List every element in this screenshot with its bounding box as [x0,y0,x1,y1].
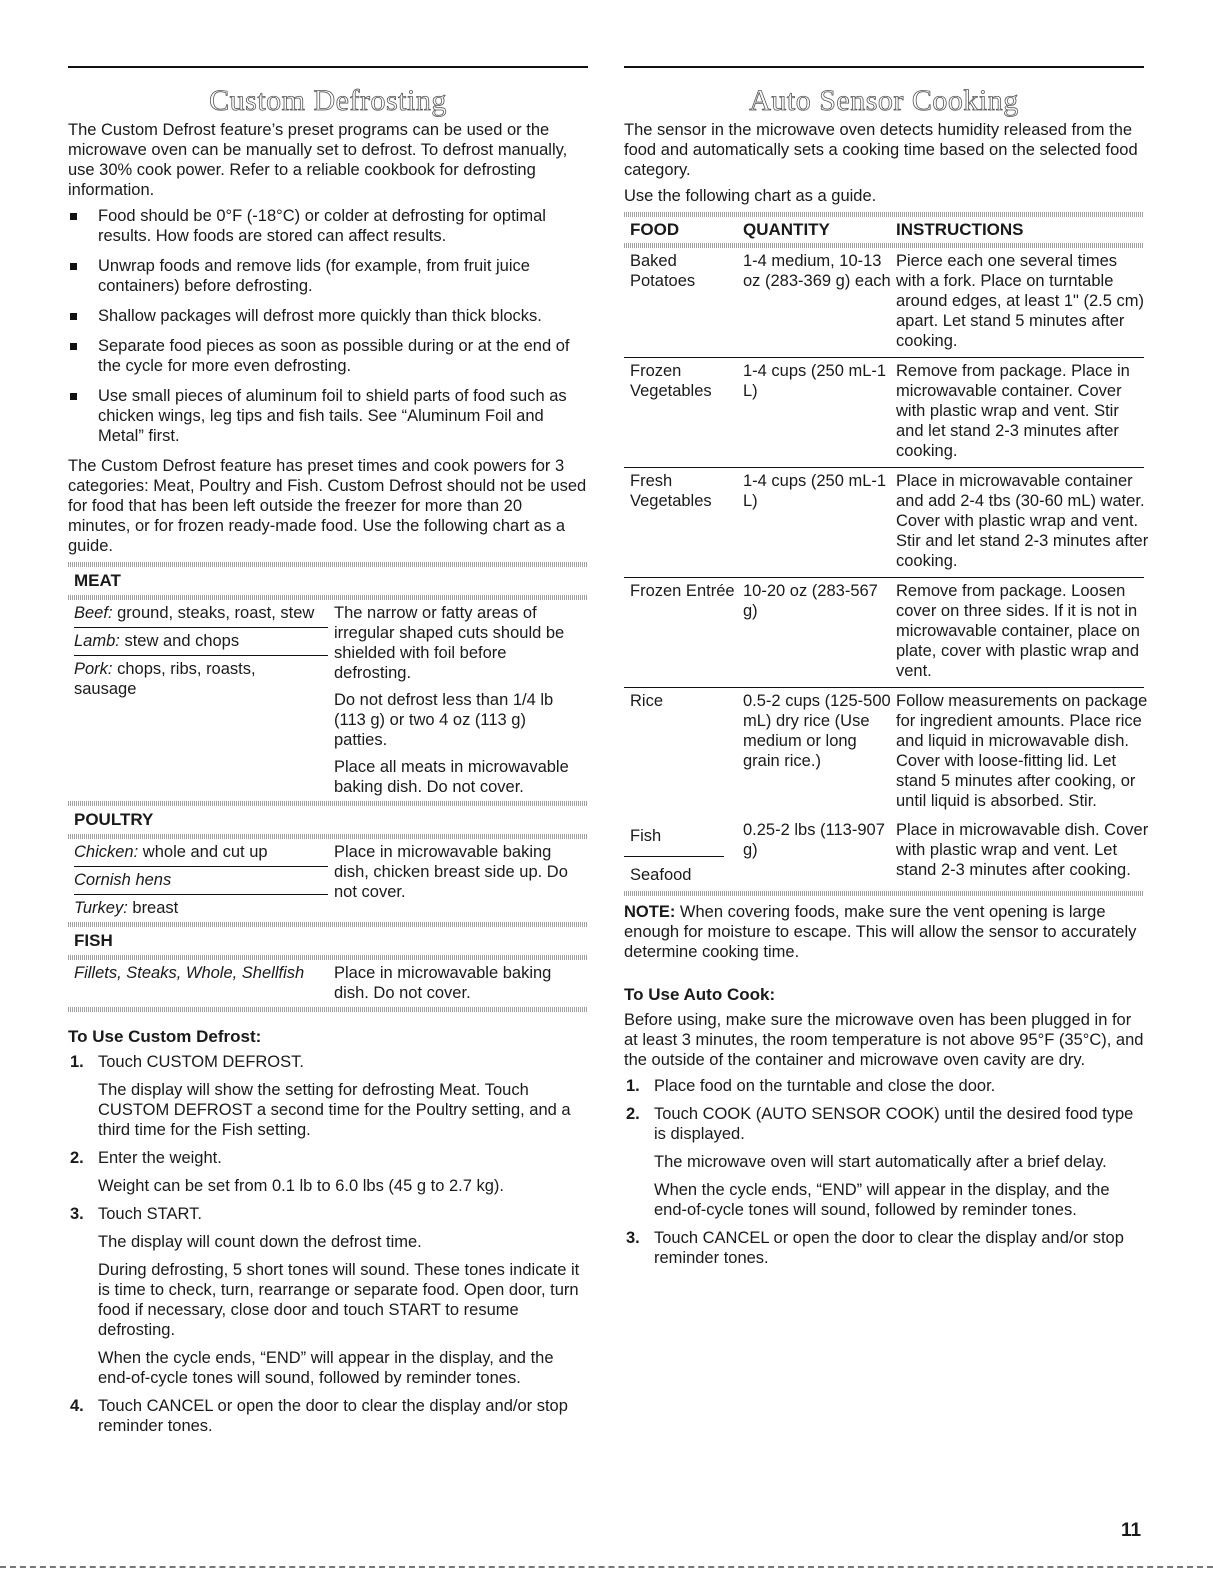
step-text: Touch CANCEL or open the door to clear the display and/or stop reminder tones. [654,1229,1124,1267]
instruction-text: Place all meats in microwavable baking dish. Do not cover. [334,758,569,796]
step-item [68,1204,588,1388]
instruction-cell: Place in microwavable container and add 2-4 tbs (30-60 mL) water. Cover with plastic wrap and vent. Stir and let stand 2-3 minutes after cooking. [896,472,1149,570]
quantity-cell: 1-4 cups (250 mL-1 L) [743,472,887,510]
table-body [624,248,1149,817]
list-item: Shallow packages will defrost more quickly than thick blocks. [68,306,588,326]
table-row [624,358,1144,468]
step-text: Touch COOK (AUTO SENSOR COOK) until the desired food type is displayed. [654,1105,1134,1143]
hatch-divider [68,595,588,600]
fish-instructions: Place in microwavable baking dish. Do not cover. [334,964,552,1002]
table-row [624,817,1149,891]
bottom-border [0,1566,1213,1571]
section-title: Custom Defrosting [209,84,447,117]
step-text: When the cycle ends, “END” will appear in the display, and the end-of-cycle tones will sound, followed by reminder tones. [98,1349,554,1387]
tips-list [68,206,588,446]
step-text: Touch CUSTOM DEFROST. [98,1053,304,1071]
section-title: Auto Sensor Cooking [749,84,1019,117]
chart-guide-text: Use the following chart as a guide. [624,187,877,205]
step-item [624,1228,1144,1268]
table-row [624,248,1144,358]
chart-intro-paragraph: The Custom Defrost feature has preset times and cook powers for 3 categories: Meat, Poultry and Fish. Custom Defrost should not be used for food that has been left outside the freezer for more than 20 minutes, or for frozen ready-made food. Use the following chart as a guide. [68,457,587,555]
defrost-chart [68,562,588,1012]
beef-cell: Beef: ground, steaks, roast, stew [74,604,315,622]
food-cell: Frozen Vegetables [630,362,712,400]
hatch-divider [624,212,1144,217]
bullet-icon [70,393,77,400]
step-text: The microwave oven will start automatically after a brief delay. [654,1153,1107,1171]
step-number: 4. [70,1397,84,1415]
chicken-cell: Chicken: whole and cut up [74,843,268,861]
quantity-cell: 0.25-2 lbs (113-907 g) [743,821,885,859]
instruction-cell: Place in microwavable dish. Cover with plastic wrap and vent. Let stand 2-3 minutes after cooking. [896,821,1149,879]
lamb-cell: Lamb: stew and chops [74,632,240,650]
custom-defrost-steps [68,1052,588,1436]
step-number: 3. [626,1229,640,1247]
table-header [624,217,1144,243]
meat-foods [68,600,328,801]
pork-cell: Pork: chops, ribs, roasts, sausage [74,660,256,698]
hatch-divider [68,801,588,806]
step-text: The display will show the setting for defrosting Meat. Touch CUSTOM DEFROST a second time for the Poultry setting, and a third time for the Fish setting. [98,1081,571,1139]
bullet-icon [70,213,77,220]
step-item [68,1148,588,1196]
step-text: Touch CANCEL or open the door to clear the display and/or stop reminder tones. [98,1397,568,1435]
poultry-instructions [328,839,588,922]
auto-cook-steps [624,1076,1144,1268]
step-item [68,1396,588,1436]
instruction-text: Do not defrost less than 1/4 lb (113 g) or two 4 oz (113 g) patties. [334,691,554,749]
row-divider [624,856,724,857]
food-cell: Rice [630,692,664,710]
hatch-divider [68,922,588,927]
fish-table [68,960,588,1007]
column-header-food: FOOD [630,220,680,239]
intro-paragraph: The sensor in the microwave oven detects humidity released from the food and automatically sets a cooking time based on the selected food category. [624,121,1138,179]
step-number: 2. [70,1149,84,1167]
sensor-chart [624,212,1149,896]
instruction-cell: Remove from package. Place in microwavable container. Cover with plastic wrap and vent. Stir and let stand 2-3 minutes after cooking. [896,362,1130,460]
column-header-quantity: QUANTITY [743,220,830,239]
quantity-cell: 10-20 oz (283-567 g) [743,582,878,620]
table-row [624,688,1148,817]
food-cell: Fresh Vegetables [630,472,712,510]
food-cell: Frozen Entrée [630,582,735,600]
hatch-divider [68,562,588,567]
step-number: 1. [70,1053,84,1071]
instruction-cell: Pierce each one several times with a fork. Place on turntable around edges, at least 1" (2.5 cm) apart. Let stand 5 minutes after cooking. [896,252,1144,350]
instruction-cell: Follow measurements on package for ingredient amounts. Place rice and liquid in microwavable dish. Cover with loose-fitting lid. Let stand 5 minutes after cooking, or until liquid is absorbed. Stir. [896,692,1148,810]
cornish-cell: Cornish hens [74,871,172,889]
fish-heading: FISH [74,931,113,950]
step-text: Touch START. [98,1205,202,1223]
hatch-divider [624,243,1144,248]
table-row [624,468,1149,578]
hatch-divider [68,955,588,960]
food-cell: Baked Potatoes [630,252,696,290]
step-text: Place food on the turntable and close the door. [654,1077,996,1095]
step-number: 2. [626,1105,640,1123]
step-text: The display will count down the defrost time. [98,1233,422,1251]
step-text: Weight can be set from 0.1 lb to 6.0 lbs (45 g to 2.7 kg). [98,1177,504,1195]
step-number: 1. [626,1077,640,1095]
hatch-divider [68,1007,588,1012]
step-item [624,1104,1144,1220]
bullet-icon [70,313,77,320]
auto-cook-steps-heading: To Use Auto Cook: [624,985,776,1004]
column-header-instructions: INSTRUCTIONS [896,220,1024,239]
food-fish: Fish [630,827,662,845]
food-seafood: Seafood [630,866,692,884]
list-item: Separate food pieces as soon as possible during or at the end of the cycle for more even defrosting. [68,336,588,376]
instruction-cell: Remove from package. Loosen cover on three sides. If it is not in microwavable container, place on plate, cover with plastic wrap and vent. [896,582,1140,680]
intro-paragraph: The Custom Defrost feature’s preset programs can be used or the microwave oven can be manually set to defrost. To defrost manually, use 30% cook power. Refer to a reliable cookbook for defrosting information. [68,121,568,199]
auto-sensor-cooking-section [624,66,1149,1276]
top-rule [624,66,1144,68]
bullet-icon [70,263,77,270]
poultry-foods [68,839,328,922]
list-item: Unwrap foods and remove lids (for example, from fruit juice containers) before defrosting. [68,256,588,296]
step-item [68,1052,588,1140]
poultry-table [68,839,588,922]
quantity-cell: 0.5-2 cups (125-500 mL) dry rice (Use medium or long grain rice.) [743,692,891,770]
instruction-text: The narrow or fatty areas of irregular shaped cuts should be shielded with foil before defrosting. [334,604,565,682]
turkey-cell: Turkey: breast [74,899,179,917]
step-text: During defrosting, 5 short tones will sound. These tones indicate it is time to check, turn, rearrange or separate food. Open door, turn food if necessary, close door and touch START to resume defrosting. [98,1261,580,1339]
meat-table [68,600,588,801]
step-number: 3. [70,1205,84,1223]
hatch-divider [68,834,588,839]
meat-heading: MEAT [74,571,121,590]
bullet-icon [70,343,77,350]
auto-cook-intro: Before using, make sure the microwave oven has been plugged in for at least 3 minutes, the room temperature is not above 95°F (35°C), and the outside of the container and microwave oven cavity are dry. [624,1011,1144,1069]
table-row [624,578,1144,688]
page-number: 11 [1121,1520,1142,1541]
quantity-cell: 1-4 cups (250 mL-1 L) [743,362,887,400]
fish-foods: Fillets, Steaks, Whole, Shellfish [74,964,305,982]
meat-instructions [328,600,588,801]
fish-seafood-cell [630,820,743,885]
quantity-cell: 1-4 medium, 10-13 oz (283-369 g) each [743,252,891,290]
step-text: When the cycle ends, “END” will appear in the display, and the end-of-cycle tones will sound, followed by reminder tones. [654,1181,1110,1219]
custom-defrosting-section [68,66,588,1444]
note-paragraph: NOTE: When covering foods, make sure the vent opening is large enough for moisture to escape. This will allow the sensor to accurately determine cooking time. [624,903,1137,961]
poultry-heading: POULTRY [74,810,154,829]
step-item [624,1076,1144,1096]
step-text: Enter the weight. [98,1149,222,1167]
hatch-divider [624,891,1144,896]
list-item: Food should be 0°F (-18°C) or colder at defrosting for optimal results. How foods are stored can affect results. [68,206,588,246]
custom-defrost-steps-heading: To Use Custom Defrost: [68,1027,262,1046]
list-item: Use small pieces of aluminum foil to shield parts of food such as chicken wings, leg tips and fish tails. See “Aluminum Foil and Metal” first. [68,386,588,446]
top-rule [68,66,588,68]
instruction-text: Place in microwavable baking dish, chicken breast side up. Do not cover. [334,843,568,901]
